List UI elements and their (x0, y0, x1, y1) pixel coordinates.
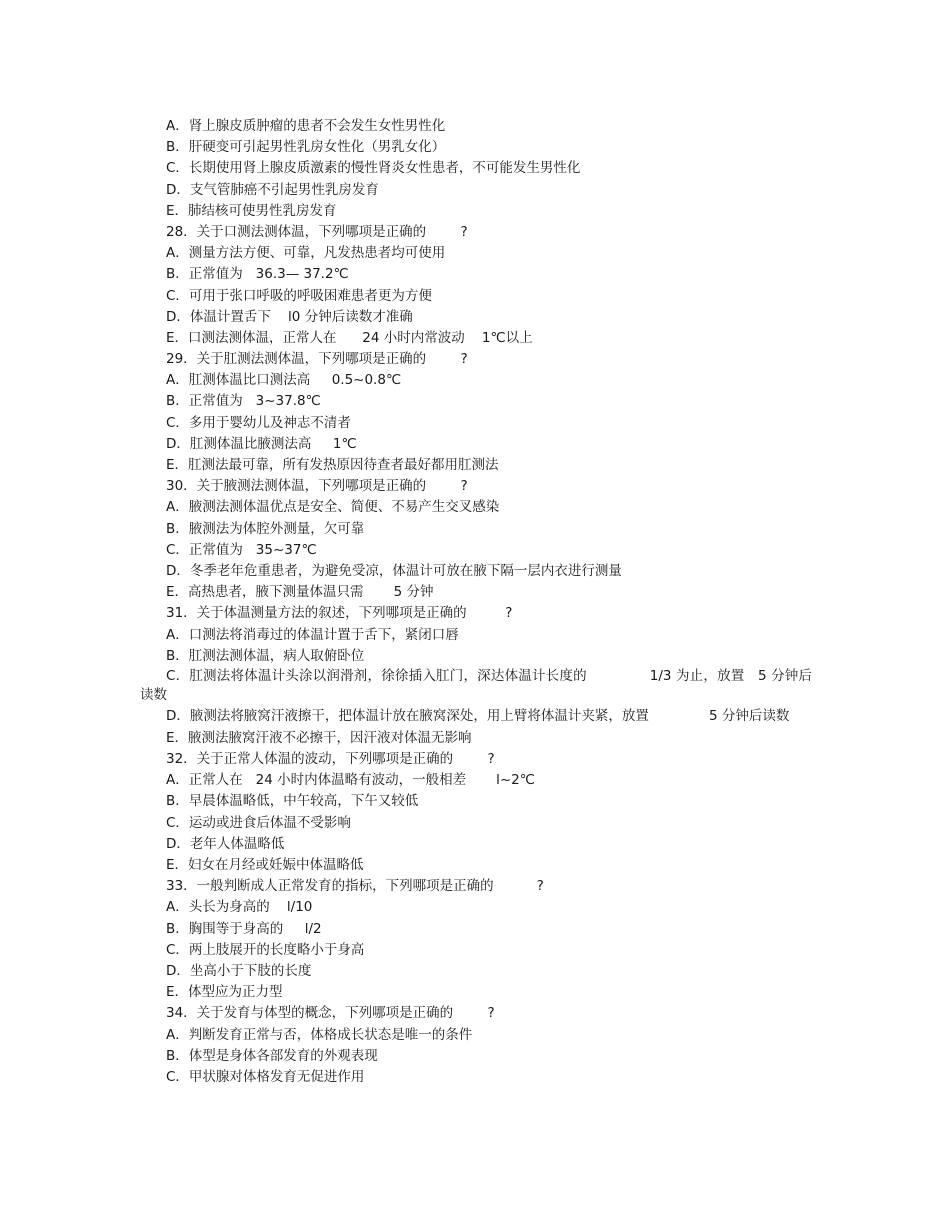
answer-option: C．正常值为 35~37℃ (166, 541, 317, 558)
answer-option: A．肛测体温比口测法高 0.5~0.8℃ (166, 372, 402, 389)
answer-option: C．甲状腺对体格发育无促进作用 (166, 1068, 365, 1085)
answer-option: D．坐高小于下肢的长度 (166, 962, 312, 979)
answer-option: D．腋测法将腋窝汗液擦干，把体温计放在腋窝深处，用上臂将体温计夹紧，放置 5 分钟后读数 (166, 707, 790, 724)
answer-option: A．头长为身高的 l/10 (166, 899, 313, 916)
answer-option: C．运动或进食后体温不受影响 (166, 814, 351, 831)
answer-option: B．正常值为 3~37.8℃ (166, 393, 321, 410)
text-block-2 (140, 728, 812, 1088)
question-stem: 28．关于口测法测体温，下列哪项是正确的 ? (166, 223, 468, 240)
answer-option: D．冬季老年危重患者，为避免受凉，体温计可放在腋下隔一层内衣进行测量 (166, 562, 622, 579)
answer-option: C．可用于张口呼吸的呼吸困难患者更为方便 (166, 287, 432, 304)
question-text (140, 116, 812, 1088)
answer-option: B．肝硬变可引起男性乳房女性化（男乳女化） (166, 139, 446, 156)
answer-option: C．两上肢展开的长度略小于身高 (166, 941, 365, 958)
answer-option: E．体型应为正力型 (166, 984, 283, 1001)
text-block-1 (140, 116, 812, 667)
answer-option: E．肛测法最可靠，所有发热原因待查者最好都用肛测法 (166, 457, 499, 473)
answer-option: C．多用于婴幼儿及神志不清者 (166, 414, 351, 431)
question-stem: 31．关于体温测量方法的叙述，下列哪项是正确的 ? (166, 605, 513, 622)
answer-option: D．体温计置舌下 l0 分钟后读数才准确 (166, 308, 413, 325)
answer-option: A．判断发育正常与否，体格成长状态是唯一的条件 (166, 1026, 473, 1043)
answer-option: E．肺结核可使男性乳房发育 (166, 202, 337, 219)
question-stem: 29．关于肛测法测体温，下列哪项是正确的 ? (166, 351, 468, 368)
answer-option: A．腋测法测体温优点是安全、简便、不易产生交叉感染 (166, 499, 500, 516)
answer-option: A．正常人在 24 小时内体温略有波动，一般相差 l~2℃ (166, 772, 535, 789)
answer-option: B．胸围等于身高的 l/2 (166, 920, 322, 937)
answer-option: B．体型是身体各部发育的外观表现 (166, 1047, 378, 1064)
question-stem: 32．关于正常人体温的波动，下列哪项是正确的 ? (166, 751, 495, 768)
answer-option: B．肛测法测体温，病人取俯卧位 (166, 647, 365, 664)
text-block-wrapped (140, 667, 812, 726)
answer-option: E．妇女在月经或妊娠中体温略低 (166, 857, 364, 873)
question-stem: 33．一般判断成人正常发育的指标，下列哪项是正确的 ? (166, 878, 544, 895)
answer-option: B．早晨体温略低，中午较高，下午又较低 (166, 793, 419, 810)
answer-option: D．支气管肺癌不引起男性乳房发育 (166, 181, 379, 198)
answer-option: E．口测法测体温，正常人在 24 小时内常波动 1℃以上 (166, 329, 533, 346)
answer-option: B．腋测法为体腔外测量，欠可靠 (166, 520, 365, 537)
answer-option: A．口测法将消毒过的体温计置于舌下，紧闭口唇 (166, 626, 459, 643)
answer-option: B．正常值为 36.3— 37.2℃ (166, 266, 349, 283)
question-stem: 34．关于发育与体型的概念，下列哪项是正确的 ? (166, 1005, 495, 1022)
answer-option: C．长期使用肾上腺皮质激素的慢性肾炎女性患者，不可能发生男性化 (166, 160, 581, 177)
question-stem: 30．关于腋测法测体温，下列哪项是正确的 ? (166, 478, 468, 495)
answer-option: D．肛测体温比腋测法高 1℃ (166, 435, 357, 452)
answer-option: A．肾上腺皮质肿瘤的患者不会发生女性男性化 (166, 118, 446, 134)
answer-option: D．老年人体温略低 (166, 835, 285, 852)
answer-option: A．测量方法方便、可靠，凡发热患者均可使用 (166, 245, 446, 262)
answer-option: C．肛测法将体温计头涂以润滑剂，徐徐插入肛门，深达体温计长度的 1/3 为止，放置 5 分钟后读数 (140, 667, 812, 703)
answer-option: E．腋测法腋窝汗液不必擦干，因汗液对体温无影响 (166, 729, 472, 746)
answer-option: E．高热患者，腋下测量体温只需 5 分钟 (166, 584, 434, 601)
